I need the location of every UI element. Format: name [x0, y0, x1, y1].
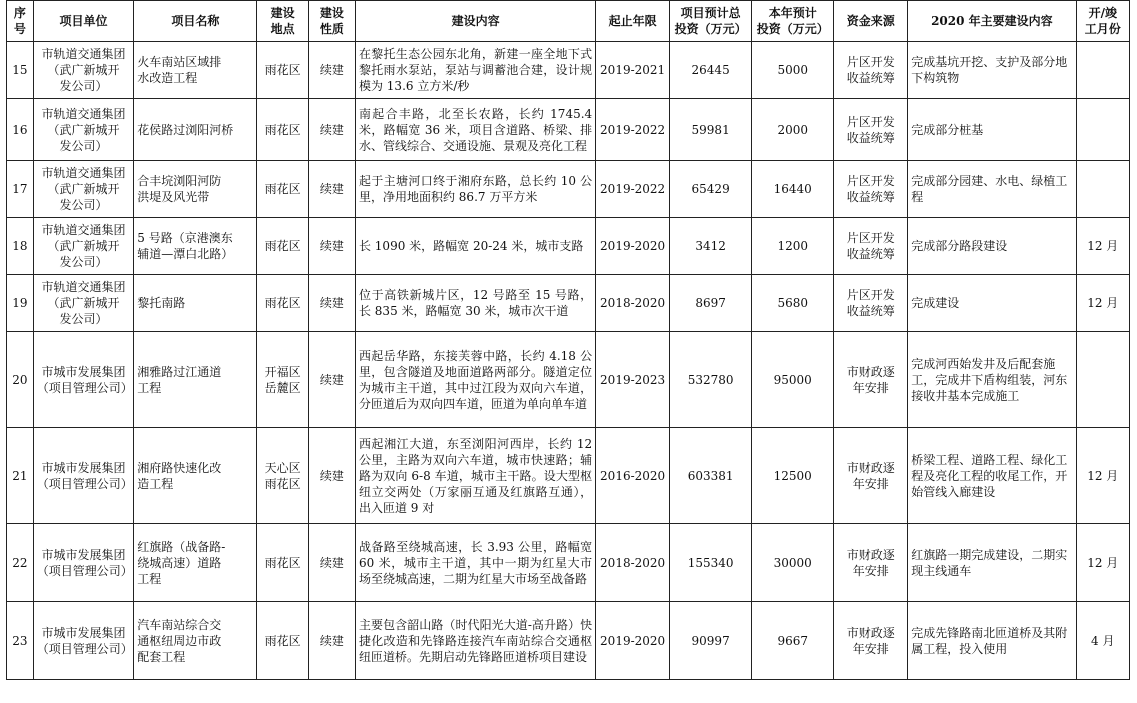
- fund-source: 片区开发 收益统筹: [846, 55, 895, 85]
- work-2020: 完成河西始发井及后配套施工，完成井下盾构组装，河东接收井基本完成施工: [911, 356, 1068, 403]
- annual-investment-cell: [752, 524, 834, 602]
- row-number-cell: [7, 161, 34, 218]
- work-2020-cell: [908, 161, 1076, 218]
- build-location-cell: [257, 42, 308, 99]
- header-location: [257, 1, 308, 42]
- build-location: 雨花区: [264, 555, 301, 570]
- start-end-years-cell: [596, 99, 670, 161]
- work-2020: 完成部分路段建设: [911, 239, 1008, 253]
- header-years: [596, 1, 670, 42]
- project-unit-cell: [33, 218, 134, 275]
- project-name-cell: [134, 42, 257, 99]
- header-name-label: 项目名称: [171, 14, 220, 28]
- build-location: 雨花区: [264, 63, 301, 77]
- annual-investment-cell: [752, 218, 834, 275]
- build-nature: 续建: [319, 239, 344, 253]
- project-name-cell: [134, 428, 257, 524]
- project-name: 湘雅路过江通道 工程: [137, 364, 222, 395]
- project-unit-cell: [33, 275, 134, 332]
- table-row: [7, 428, 1130, 524]
- build-location-cell: [257, 275, 308, 332]
- header-location-label: 建设 地点: [270, 6, 295, 36]
- project-name: 火车南站区域排 水改造工程: [137, 55, 222, 85]
- row-number-cell: [7, 42, 34, 99]
- build-location: 雨花区: [264, 182, 301, 196]
- work-2020: 完成先锋路南北匝道桥及其附属工程，投入使用: [911, 625, 1068, 656]
- fund-source-cell: [834, 99, 908, 161]
- project-name-cell: [134, 332, 257, 428]
- build-location-cell: [257, 218, 308, 275]
- build-nature-cell: [308, 275, 355, 332]
- header-content: [355, 1, 595, 42]
- header-fund-source-label: 资金来源: [846, 14, 895, 28]
- build-nature: 续建: [319, 468, 344, 483]
- build-content: 主要包含韶山路（时代阳光大道-高升路）快捷化改造和先锋路连接汽车南站综合交通枢纽匝道桥。先期启动先锋路匝道桥项目建设: [358, 617, 593, 664]
- header-month: [1076, 1, 1129, 42]
- work-2020-cell: [908, 332, 1076, 428]
- project-unit: 市轨道交通集团 （武广新城开 发公司）: [41, 223, 126, 269]
- header-2020-work: [908, 1, 1076, 42]
- header-unit: [33, 1, 134, 42]
- annual-investment: 30000: [773, 555, 812, 570]
- build-nature: 续建: [319, 633, 344, 648]
- start-end-years: 2018-2020: [600, 555, 666, 570]
- completion-month: 4 月: [1091, 633, 1115, 648]
- total-investment-cell: [670, 524, 752, 602]
- project-name-cell: [134, 161, 257, 218]
- header-nature-label: 建设 性质: [319, 6, 344, 36]
- work-2020-cell: [908, 99, 1076, 161]
- fund-source-cell: [834, 218, 908, 275]
- completion-month-cell: [1076, 428, 1129, 524]
- table-row: [7, 99, 1130, 161]
- fund-source: 片区开发 收益统筹: [846, 231, 895, 261]
- build-content: 南起合丰路，北至长农路，长约 1745.4 米，路幅宽 36 米，项目含道路、桥梁、排水、管线综合、交通设施、景观及亮化工程: [358, 106, 593, 153]
- total-investment-cell: [670, 42, 752, 99]
- project-unit: 市轨道交通集团 （武广新城开 发公司）: [41, 166, 126, 212]
- fund-source-cell: [834, 161, 908, 218]
- build-nature: 续建: [319, 555, 344, 570]
- fund-source-cell: [834, 332, 908, 428]
- total-investment: 59981: [691, 122, 730, 137]
- header-no-label: 序 号: [13, 6, 26, 36]
- total-investment: 65429: [691, 182, 730, 196]
- project-unit: 市城市发展集团 （项目管理公司）: [36, 625, 133, 656]
- project-name: 黎托南路: [137, 296, 186, 310]
- completion-month-cell: [1076, 218, 1129, 275]
- row-number: 15: [12, 63, 28, 77]
- build-content-cell: [355, 218, 595, 275]
- build-location-cell: [257, 99, 308, 161]
- row-number: 17: [12, 182, 28, 196]
- start-end-years: 2019-2022: [600, 182, 666, 196]
- header-content-label: 建设内容: [451, 14, 500, 28]
- project-unit-cell: [33, 161, 134, 218]
- build-content: 西起湘江大道，东至浏阳河西岸，长约 12 公里，主路为双向六车道，城市快速路；辅路为双向 6-8 车道，城市主干路。设大型枢纽立交两处（万家丽互通及红旗路互通），出入匝道 9 对: [358, 436, 593, 515]
- work-2020-cell: [908, 275, 1076, 332]
- work-2020-cell: [908, 218, 1076, 275]
- project-unit-cell: [33, 99, 134, 161]
- build-nature: 续建: [319, 182, 344, 196]
- total-investment: 532780: [687, 372, 734, 387]
- total-investment-cell: [670, 332, 752, 428]
- annual-investment: 95000: [773, 372, 812, 387]
- project-unit: 市城市发展集团 （项目管理公司）: [36, 364, 133, 395]
- build-nature-cell: [308, 42, 355, 99]
- annual-investment-cell: [752, 42, 834, 99]
- header-annual-investment: [752, 1, 834, 42]
- project-unit: 市轨道交通集团 （武广新城开 发公司）: [41, 106, 126, 153]
- project-name-cell: [134, 275, 257, 332]
- row-number: 19: [12, 296, 28, 310]
- annual-investment: 2000: [777, 122, 809, 137]
- project-unit: 市城市发展集团 （项目管理公司）: [36, 460, 133, 491]
- work-2020-cell: [908, 602, 1076, 680]
- fund-source: 市财政逐 年安排: [846, 547, 895, 578]
- start-end-years: 2018-2020: [600, 296, 666, 310]
- total-investment: 3412: [695, 239, 726, 253]
- build-content: 西起岳华路，东接芙蓉中路，长约 4.18 公里，包含隧道及地面道路两部分。隧道定位为城市主干道，其中过江段为双向六车道，分匝道后为双向四车道，匝道为单向单车道: [358, 348, 593, 411]
- fund-source: 片区开发 收益统筹: [846, 288, 895, 318]
- fund-source-cell: [834, 602, 908, 680]
- start-end-years: 2019-2021: [600, 63, 666, 77]
- start-end-years: 2019-2023: [600, 372, 666, 387]
- header-unit-label: 项目单位: [59, 14, 108, 28]
- build-nature: 续建: [319, 122, 344, 137]
- row-number: 22: [12, 555, 28, 570]
- work-2020: 完成部分桩基: [911, 122, 984, 137]
- completion-month-cell: [1076, 524, 1129, 602]
- build-nature: 续建: [319, 296, 344, 310]
- build-nature-cell: [308, 428, 355, 524]
- start-end-years-cell: [596, 218, 670, 275]
- total-investment-cell: [670, 275, 752, 332]
- build-location-cell: [257, 332, 308, 428]
- fund-source-cell: [834, 428, 908, 524]
- row-number: 20: [12, 372, 28, 387]
- build-content-cell: [355, 524, 595, 602]
- build-location: 雨花区: [264, 122, 301, 137]
- completion-month-cell: [1076, 42, 1129, 99]
- start-end-years: 2019-2020: [600, 239, 666, 253]
- table-row: [7, 602, 1130, 680]
- completion-month: 12 月: [1087, 296, 1119, 310]
- build-nature-cell: [308, 332, 355, 428]
- annual-investment-cell: [752, 602, 834, 680]
- start-end-years: 2019-2020: [600, 633, 666, 648]
- fund-source-cell: [834, 42, 908, 99]
- completion-month-cell: [1076, 275, 1129, 332]
- table-row: [7, 275, 1130, 332]
- start-end-years-cell: [596, 428, 670, 524]
- fund-source-cell: [834, 275, 908, 332]
- build-location: 雨花区: [264, 239, 301, 253]
- work-2020-cell: [908, 428, 1076, 524]
- total-investment-cell: [670, 428, 752, 524]
- project-unit: 市城市发展集团 （项目管理公司）: [36, 547, 133, 578]
- completion-month: 12 月: [1087, 468, 1119, 483]
- project-name: 汽车南站综合交 通枢纽周边市政 配套工程: [137, 617, 222, 664]
- row-number: 23: [12, 633, 28, 648]
- project-name-cell: [134, 524, 257, 602]
- build-content-cell: [355, 602, 595, 680]
- table-row: [7, 524, 1130, 602]
- start-end-years-cell: [596, 161, 670, 218]
- fund-source: 片区开发 收益统筹: [846, 174, 895, 204]
- build-nature: 续建: [319, 63, 344, 77]
- build-location-cell: [257, 161, 308, 218]
- work-2020: 红旗路一期完成建设，二期实现主线通车: [911, 547, 1068, 578]
- build-nature-cell: [308, 218, 355, 275]
- build-content-cell: [355, 161, 595, 218]
- project-table: [6, 0, 1130, 680]
- build-location-cell: [257, 524, 308, 602]
- build-nature: 续建: [319, 372, 344, 387]
- annual-investment-cell: [752, 161, 834, 218]
- row-number-cell: [7, 218, 34, 275]
- project-name: 红旗路（战备路- 绕城高速）道路 工程: [137, 539, 226, 586]
- annual-investment-cell: [752, 275, 834, 332]
- row-number-cell: [7, 332, 34, 428]
- annual-investment: 5680: [777, 296, 809, 310]
- annual-investment-cell: [752, 428, 834, 524]
- header-2020-work-label: 2020 年主要建设内容: [931, 14, 1053, 28]
- build-nature-cell: [308, 161, 355, 218]
- header-row: [7, 1, 1130, 42]
- build-content: 战备路至绕城高速，长 3.93 公里，路幅宽 60 米，城市主干道，其中一期为红星大市场至绕城高速，二期为红星大市场至战备路: [358, 539, 593, 586]
- build-location: 开福区 岳麓区: [264, 364, 301, 395]
- project-name-cell: [134, 602, 257, 680]
- project-name: 合丰垸浏阳河防 洪堤及风光带: [137, 174, 222, 204]
- project-unit-cell: [33, 332, 134, 428]
- project-name-cell: [134, 99, 257, 161]
- completion-month: 12 月: [1087, 239, 1119, 253]
- project-name: 湘府路快速化改 造工程: [137, 460, 222, 491]
- work-2020: 完成基坑开挖、支护及部分地下构筑物: [911, 55, 1068, 85]
- table-header: [7, 1, 1130, 42]
- row-number-cell: [7, 275, 34, 332]
- header-total-investment: [670, 1, 752, 42]
- row-number-cell: [7, 428, 34, 524]
- build-location: 雨花区: [264, 296, 301, 310]
- project-unit: 市轨道交通集团 （武广新城开 发公司）: [41, 280, 126, 326]
- fund-source: 市财政逐 年安排: [846, 625, 895, 656]
- completion-month-cell: [1076, 332, 1129, 428]
- start-end-years-cell: [596, 602, 670, 680]
- build-nature-cell: [308, 524, 355, 602]
- fund-source: 市财政逐 年安排: [846, 364, 895, 395]
- total-investment-cell: [670, 218, 752, 275]
- row-number: 18: [12, 239, 28, 253]
- project-unit-cell: [33, 428, 134, 524]
- total-investment-cell: [670, 161, 752, 218]
- header-no: [7, 1, 34, 42]
- completion-month-cell: [1076, 99, 1129, 161]
- row-number-cell: [7, 524, 34, 602]
- total-investment: 90997: [691, 633, 730, 648]
- table-row: [7, 161, 1130, 218]
- start-end-years-cell: [596, 42, 670, 99]
- header-nature: [308, 1, 355, 42]
- annual-investment: 1200: [777, 239, 809, 253]
- project-unit: 市轨道交通集团 （武广新城开 发公司）: [41, 47, 126, 93]
- annual-investment-cell: [752, 332, 834, 428]
- project-name-cell: [134, 218, 257, 275]
- work-2020: 桥梁工程、道路工程、绿化工程及亮化工程的收尾工作，开始管线入廊建设: [911, 452, 1068, 499]
- build-location: 天心区 雨花区: [264, 460, 301, 491]
- start-end-years-cell: [596, 332, 670, 428]
- build-nature-cell: [308, 602, 355, 680]
- work-2020: 完成建设: [911, 296, 960, 310]
- project-name: 花侯路过浏阳河桥: [137, 122, 234, 137]
- total-investment: 155340: [687, 555, 734, 570]
- build-content: 在黎托生态公园东北角，新建一座全地下式黎托雨水泵站，泵站与调蓄池合建，设计规模为 13.6 立方米/秒: [358, 47, 593, 93]
- row-number-cell: [7, 602, 34, 680]
- fund-source-cell: [834, 524, 908, 602]
- table-body: [7, 42, 1130, 680]
- build-nature-cell: [308, 99, 355, 161]
- build-content: 起于主塘河口终于湘府东路，总长约 10 公里，净用地面积约 86.7 万平方米: [358, 174, 593, 204]
- build-location-cell: [257, 428, 308, 524]
- project-name: 5 号路（京港澳东 辅道—潭白北路）: [137, 231, 234, 261]
- header-fund-source: [834, 1, 908, 42]
- build-content-cell: [355, 42, 595, 99]
- annual-investment: 16440: [773, 182, 812, 196]
- project-unit-cell: [33, 524, 134, 602]
- header-annual-investment-label: 本年预计 投资（万元）: [756, 6, 829, 36]
- header-month-label: 开/竣 工月份: [1084, 6, 1121, 36]
- completion-month-cell: [1076, 161, 1129, 218]
- build-content: 位于高铁新城片区，12 号路至 15 号路，长 835 米，路幅宽 30 米，城市次干道: [358, 288, 593, 318]
- table-row: [7, 332, 1130, 428]
- completion-month: 12 月: [1087, 555, 1119, 570]
- build-content-cell: [355, 428, 595, 524]
- row-number: 16: [12, 122, 28, 137]
- start-end-years: 2016-2020: [600, 468, 666, 483]
- build-location: 雨花区: [264, 633, 301, 648]
- annual-investment: 9667: [777, 633, 809, 648]
- header-total-investment-label: 项目预计总 投资（万元）: [674, 6, 747, 36]
- row-number-cell: [7, 99, 34, 161]
- table-row: [7, 42, 1130, 99]
- build-content-cell: [355, 332, 595, 428]
- total-investment-cell: [670, 602, 752, 680]
- total-investment: 8697: [695, 296, 726, 310]
- completion-month-cell: [1076, 602, 1129, 680]
- start-end-years: 2019-2022: [600, 122, 666, 137]
- row-number: 21: [12, 468, 28, 483]
- work-2020-cell: [908, 42, 1076, 99]
- total-investment-cell: [670, 99, 752, 161]
- project-unit-cell: [33, 42, 134, 99]
- start-end-years-cell: [596, 275, 670, 332]
- annual-investment: 5000: [777, 63, 809, 77]
- build-content-cell: [355, 99, 595, 161]
- build-content: 长 1090 米，路幅宽 20-24 米，城市支路: [358, 239, 584, 253]
- build-location-cell: [257, 602, 308, 680]
- header-years-label: 起止年限: [608, 14, 657, 28]
- work-2020: 完成部分园建、水电、绿植工程: [911, 174, 1068, 204]
- table-row: [7, 218, 1130, 275]
- total-investment: 603381: [687, 468, 734, 483]
- fund-source: 市财政逐 年安排: [846, 460, 895, 491]
- annual-investment: 12500: [773, 468, 812, 483]
- work-2020-cell: [908, 524, 1076, 602]
- header-name: [134, 1, 257, 42]
- start-end-years-cell: [596, 524, 670, 602]
- project-unit-cell: [33, 602, 134, 680]
- build-content-cell: [355, 275, 595, 332]
- total-investment: 26445: [691, 63, 730, 77]
- annual-investment-cell: [752, 99, 834, 161]
- fund-source: 片区开发 收益统筹: [846, 114, 895, 145]
